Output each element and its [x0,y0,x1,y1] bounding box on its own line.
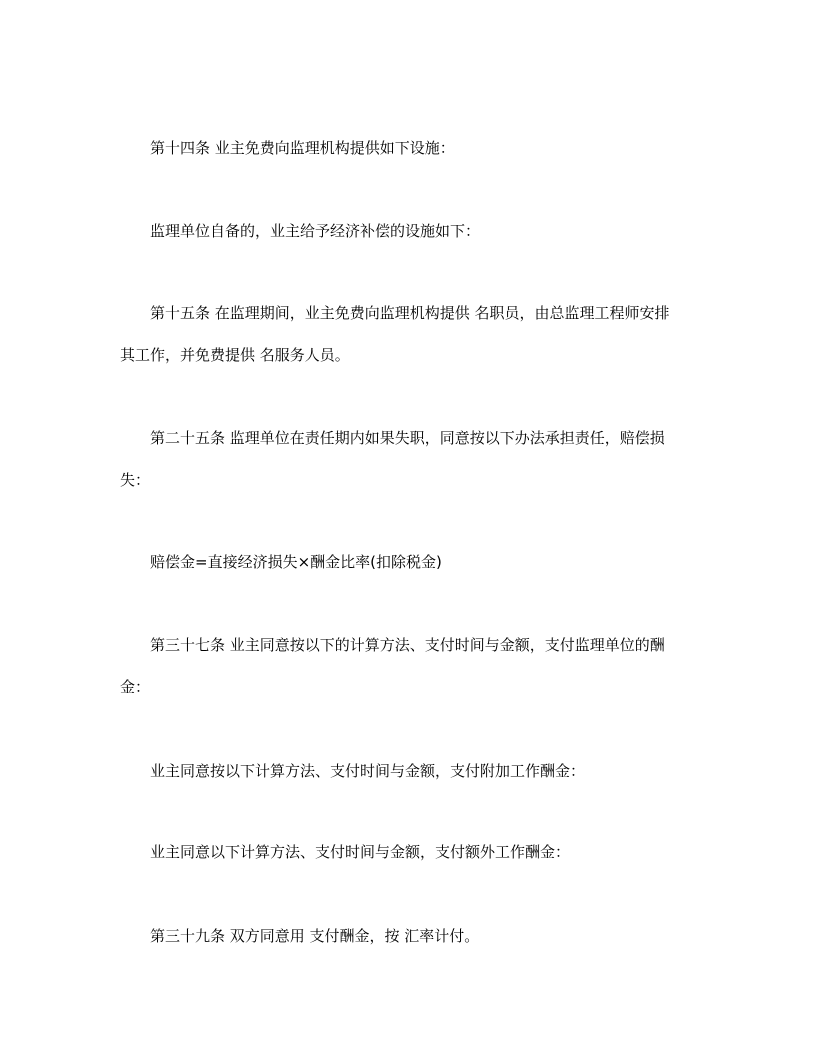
paragraph-line: 第十五条 在监理期间，业主免费向监理机构提供 名职员，由总监理工程师安排 [150,304,670,322]
paragraph-article-37 [120,624,702,708]
paragraph-line: 业主同意按以下计算方法、支付时间与金额，支付附加工作酬金： [150,762,586,780]
paragraph-article-39 [120,915,702,957]
paragraph-article-25 [120,417,702,501]
paragraph-line: 失： [120,471,151,489]
paragraph-additional-work-payment [120,750,702,792]
paragraph-line: 赔偿金=直接经济损失×酬金比率(扣除税金) [150,553,442,571]
paragraph-line: 第三十七条 业主同意按以下的计算方法、支付时间与金额，支付监理单位的酬 [150,636,665,654]
paragraph-line: 第十四条 业主免费向监理机构提供如下设施： [150,139,455,157]
paragraph-line: 金： [120,678,151,696]
paragraph-article-15 [120,292,702,376]
paragraph-compensation-formula [120,541,702,583]
paragraph-article-14 [120,127,702,169]
paragraph-self-provided-facilities [120,210,702,252]
paragraph-line: 其工作，并免费提供 名服务人员。 [120,346,350,364]
paragraph-extra-work-payment [120,831,702,873]
paragraph-line: 业主同意以下计算方法、支付时间与金额，支付额外工作酬金： [150,843,571,861]
paragraph-line: 监理单位自备的，业主给予经济补偿的设施如下： [150,222,481,240]
paragraph-line: 第三十九条 双方同意用 支付酬金，按 汇率计付。 [150,927,480,945]
paragraph-line: 第二十五条 监理单位在责任期内如果失职，同意按以下办法承担责任，赔偿损 [150,429,665,447]
